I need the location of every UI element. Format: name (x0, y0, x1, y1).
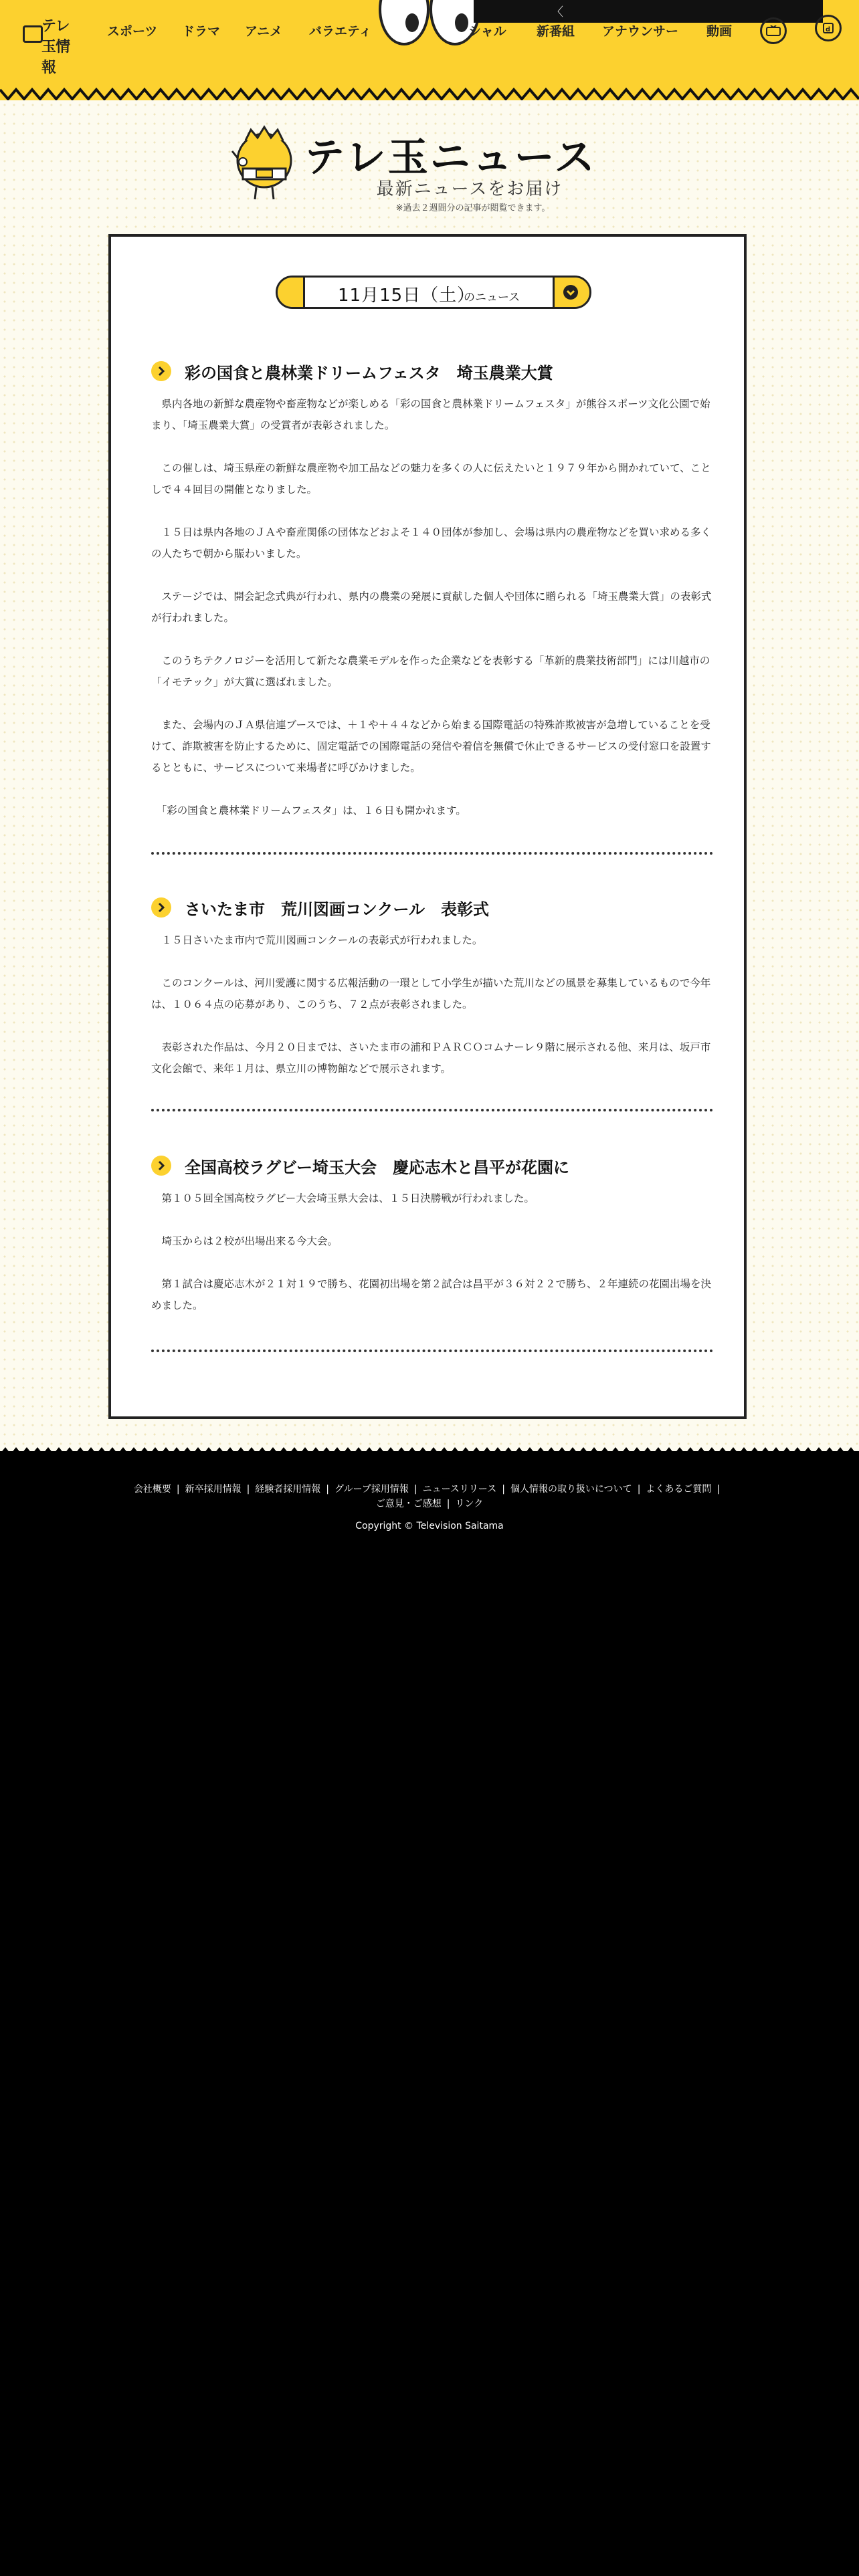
article-paragraph: 表彰された作品は、今月２０日までは、さいたま市の浦和ＰＡＲＣＯコムナーレ９階に展示される他、来月は、坂戸市文化会館で、来年１月は、県立川の博物館などで展示されます。 (151, 1041, 711, 1075)
tv-logo-icon (23, 25, 43, 43)
prev-arrow-icon[interactable]: 〈 (551, 5, 563, 19)
nav-videos[interactable]: 動画 (706, 24, 733, 39)
article-paragraph: 「彩の国食と農林業ドリームフェスタ」は、１６日も開かれます。 (151, 804, 466, 817)
footer-links (0, 1482, 859, 1511)
footer-link-faq[interactable]: よくあるご質問 (646, 1484, 712, 1495)
nav-anime[interactable]: アニメ (245, 24, 283, 39)
chevron-right-icon (151, 1156, 171, 1176)
page-subtitle: 最新ニュースをお届け (376, 179, 563, 199)
article-paragraph: このコンクールは、河川愛護に関する広報活動の一環として小学生が描いた荒川などの風景を募集しているもので今年は、１０６４点の応募があり、このうち、７２点が表彰されました。 (151, 977, 711, 1010)
article-paragraph: このうちテクノロジーを活用して新たな農業モデルを作った企業などを表彰する「革新的農業技術部門」には川越市の「イモテック」が大賞に選ばれました。 (151, 655, 710, 688)
date-selector[interactable] (276, 276, 591, 309)
nav-drama[interactable]: ドラマ (182, 24, 221, 39)
article-paragraph: 第１０５回全国高校ラグビー大会埼玉県大会は、１５日決勝戦が行われました。 (151, 1192, 535, 1204)
footer-link-group-recruit[interactable]: グループ採用情報 (335, 1484, 409, 1495)
footer-links-row-2: ご意見・ご感想 | リンク (375, 1499, 484, 1509)
nav-announcers[interactable]: アナウンサー (602, 24, 679, 39)
site-logo[interactable] (19, 9, 83, 76)
site-header (0, 0, 859, 100)
page-title: テレ玉ニュース (304, 134, 597, 181)
copyright: Copyright © Television Saitama (355, 1521, 504, 1531)
chevron-right-icon (151, 897, 171, 918)
logo-text: テレ玉情報 (41, 18, 70, 76)
nav-variety[interactable]: バラエティ (309, 24, 372, 39)
chevron-right-icon (151, 361, 171, 381)
article-paragraph: １５日は県内各地のＪＡや畜産関係の団体などおよそ１４０団体が参加し、会場は県内の農産物などを買い求める多くの人たちで朝から賑わいました。 (151, 526, 712, 560)
footer-link-company[interactable]: 会社概要 (133, 1484, 171, 1495)
selected-date: 11月15日（土） (338, 286, 476, 306)
footer-link-privacy[interactable]: 個人情報の取り扱いについて (510, 1484, 632, 1495)
article-divider (151, 1350, 713, 1352)
mascot-eyes-icon (379, 0, 479, 40)
nav-sports[interactable]: スポーツ (107, 24, 158, 39)
archive-note: ※過去２週間分の記事が閲覧できます。 (395, 203, 551, 213)
footer-edge (0, 1444, 859, 1458)
footer-link-experienced-recruit[interactable]: 経験者採用情報 (255, 1484, 321, 1495)
article-title: 全国高校ラグビー埼玉大会 慶応志木と昌平が花園に (185, 1158, 570, 1177)
news-panel (108, 234, 747, 1419)
footer-link-news-release[interactable]: ニュースリリース (422, 1484, 497, 1495)
article-paragraph: この催しは、埼玉県産の新鮮な農産物や加工品などの魅力を多くの人に伝えたいと１９７９年から開かれていて、ことしで４４回目の開催となりました。 (151, 462, 711, 496)
date-selector-toggle[interactable] (553, 278, 589, 307)
article-paragraph: １５日さいたま市内で荒川図画コンクールの表彰式が行われました。 (151, 934, 483, 946)
footer-link-links[interactable]: リンク (455, 1499, 484, 1509)
article-divider (151, 852, 713, 855)
article-title: 彩の国食と農林業ドリームフェスタ 埼玉農業大賞 (185, 364, 553, 383)
footer-link-feedback[interactable]: ご意見・ご感想 (375, 1499, 442, 1509)
nav-new-programs[interactable]: 新番組 (537, 24, 575, 39)
date-selector-left-cap (278, 278, 305, 307)
article-paragraph: 県内各地の新鮮な農産物や畜産物などが楽しめる「彩の国食と農林業ドリームフェスタ」が熊谷スポーツ文化公園で始まり、「埼玉農業大賞」の受賞者が表彰されました。 (151, 398, 710, 431)
article-title: さいたま市 荒川図画コンクール 表彰式 (185, 900, 490, 919)
footer-links-row-1: 会社概要 | 新卒採用情報 | 経験者採用情報 | グループ採用情報 | ニュースリリース | 個人情報の取り扱いについて | よくあるご質問 | (133, 1484, 721, 1495)
tv-icon[interactable] (760, 17, 787, 44)
article-divider (151, 1109, 713, 1111)
data-broadcast-icon[interactable] (815, 15, 842, 41)
article-paragraph: ステージでは、開会記念式典が行われ、県内の農業の発展に貢献した個人や団体に贈られる「埼玉農業大賞」の表彰式が行われました。 (151, 591, 712, 624)
footer-link-new-grad-recruit[interactable]: 新卒採用情報 (185, 1484, 242, 1495)
chevron-down-icon (563, 285, 578, 300)
header-zigzag-edge (0, 84, 859, 100)
article-paragraph: また、会場内のＪＡ県信連ブースでは、＋１や＋４４などから始まる国際電話の特殊詐欺被害が急増していることを受けて、詐欺被害を防止するために、固定電話での国際電話の発信や着信を無償で休止できるサービスの受付窓口を設置するとともに、サービスについて来場者に呼びかけました。 (151, 719, 711, 774)
nav-special[interactable]: シャル (468, 24, 506, 39)
article-paragraph: 埼玉からは２校が出場出来る今大会。 (151, 1235, 339, 1247)
svg-text:d: d (826, 26, 831, 33)
date-suffix: のニュース (464, 291, 520, 304)
article-paragraph: 第１試合は慶応志木が２１対１９で勝ち、花園初出場を第２試合は昌平が３６対２２で勝ち、２年連続の花園出場を決めました。 (151, 1278, 712, 1311)
